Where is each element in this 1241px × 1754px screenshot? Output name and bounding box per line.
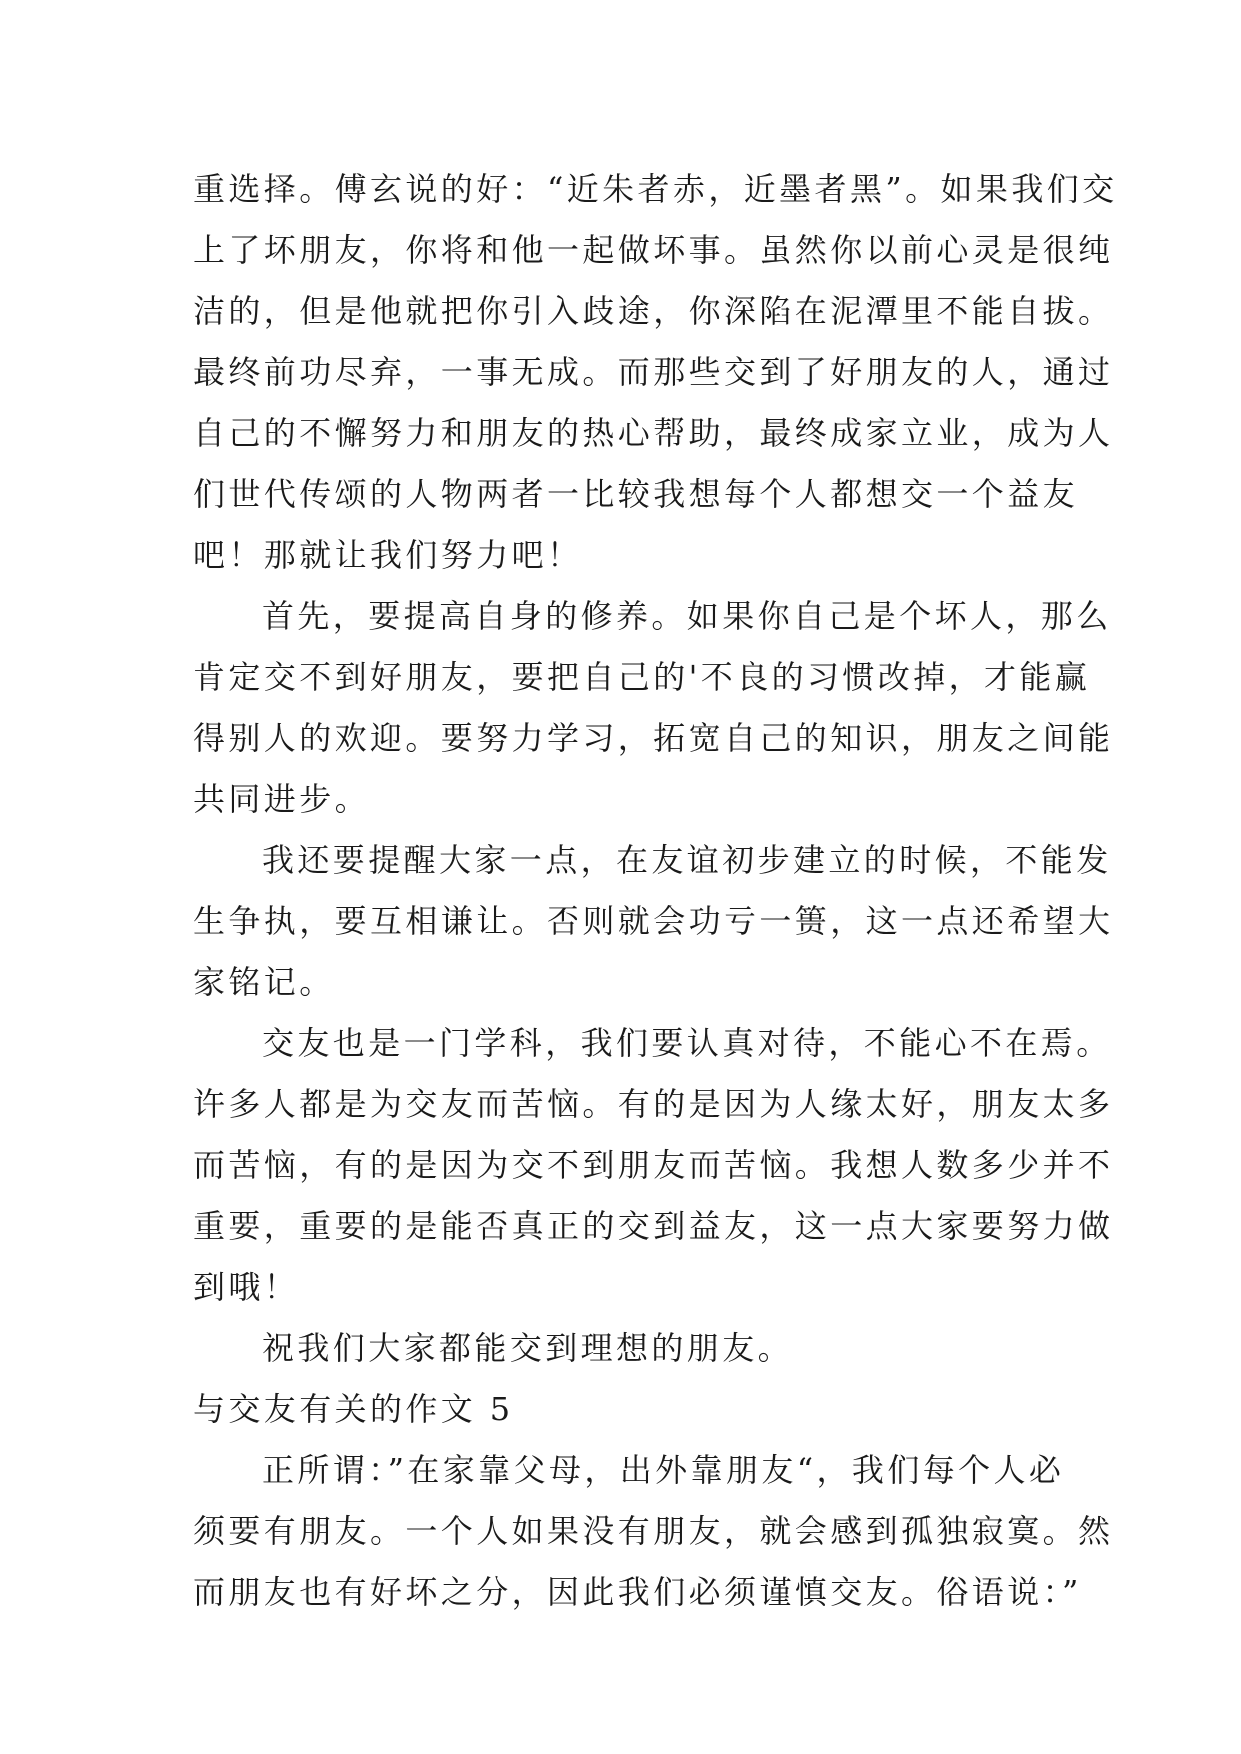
text-line: 共同进步。 [193,780,371,818]
document-body [193,159,1118,1623]
text-line: 洁的，但是他就把你引入歧途，你深陷在泥潭里不能自拔。 [193,292,1114,330]
paragraph-first-line: 我还要提醒大家一点，在友谊初步建立的时候，不能发 [262,841,1112,879]
text-line: 须要有朋友。一个人如果没有朋友，就会感到孤独寂寞。然 [193,1512,1114,1550]
text-line: 而苦恼，有的是因为交不到朋友而苦恼。我想人数多少并不 [193,1146,1114,1184]
text-line: 上了坏朋友，你将和他一起做坏事。虽然你以前心灵是很纯 [193,231,1114,269]
section-heading: 与交友有关的作文 5 [193,1390,514,1428]
text-line: 们世代传颂的人物两者一比较我想每个人都想交一个益友 [193,475,1079,513]
text-line: 许多人都是为交友而苦恼。有的是因为人缘太好，朋友太多 [193,1085,1114,1123]
text-line: 生争执，要互相谦让。否则就会功亏一篑，这一点还希望大 [193,902,1114,940]
paragraph-first-line: 交友也是一门学科，我们要认真对待，不能心不在焉。 [262,1024,1112,1062]
paragraph-first-line: 祝我们大家都能交到理想的朋友。 [262,1329,794,1367]
text-line: 到哦！ [193,1268,300,1306]
paragraph-first-line: 首先，要提高自身的修养。如果你自己是个坏人，那么 [262,597,1112,635]
text-line: 吧！那就让我们努力吧！ [193,536,583,574]
text-line: 得别人的欢迎。要努力学习，拓宽自己的知识，朋友之间能 [193,719,1114,757]
text-line: 而朋友也有好坏之分，因此我们必须谨慎交友。俗语说：” [193,1573,1082,1611]
text-line: 重选择。傅玄说的好：“近朱者赤，近墨者黑”。如果我们交 [193,170,1118,208]
text-line: 重要，重要的是能否真正的交到益友，这一点大家要努力做 [193,1207,1114,1245]
text-line: 最终前功尽弃，一事无成。而那些交到了好朋友的人，通过 [193,353,1114,391]
paragraph-first-line: 正所谓：”在家靠父母，出外靠朋友“，我们每个人必 [262,1451,1065,1489]
text-line: 自己的不懈努力和朋友的热心帮助，最终成家立业，成为人 [193,414,1114,452]
text-line: 家铭记。 [193,963,335,1001]
text-line: 肯定交不到好朋友，要把自己的'不良的习惯改掉，才能赢 [193,658,1091,696]
